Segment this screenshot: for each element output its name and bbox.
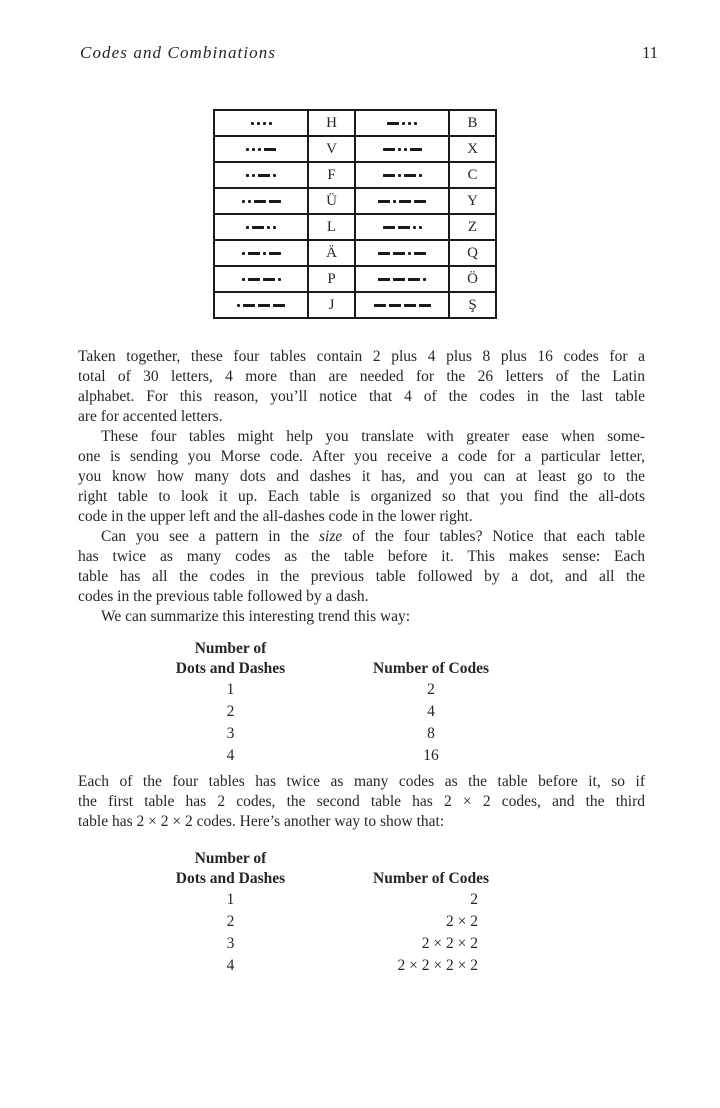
summary-header-row-1 [78,639,645,658]
col2-header: Number of Codes [373,870,489,887]
morse-dash-icon [414,200,426,203]
summary-row [78,955,645,977]
text-line: table has all the codes in the previous table followed by a dot, and all the [78,568,645,585]
morse-letter-cell: J [308,292,355,318]
text-line: codes in the previous table followed by a dash. [78,588,369,605]
text-line: total of 30 letters, 4 more than are needed for the 26 letters of the Latin [78,368,645,385]
morse-dot-icon [408,122,411,125]
morse-code-cell [214,110,308,136]
morse-dot-icon [404,148,407,151]
morse-dot-icon [398,174,401,177]
summary-row [78,701,645,723]
morse-dash-icon [399,200,411,203]
morse-letter-cell: C [449,162,496,188]
morse-dash-icon [258,174,270,177]
morse-dash-icon [414,252,426,255]
text-line: These four tables might help you translate with greater ease when some- [101,428,645,445]
morse-dash-icon [383,148,395,151]
text-line: table has 2 × 2 × 2 codes. Here’s another way to show that: [78,813,445,830]
morse-letter-cell: Y [449,188,496,214]
summary-row [78,933,645,955]
morse-dot-icon [273,174,276,177]
morse-dot-icon [237,304,240,307]
codes-count: 2 [427,681,435,698]
morse-letter-cell: B [449,110,496,136]
summary-row [78,679,645,701]
morse-letter-cell: V [308,136,355,162]
morse-dash-icon [383,174,395,177]
dots-dashes-count: 1 [226,891,235,908]
morse-code-cell [214,162,308,188]
codes-count: 16 [423,747,439,764]
morse-dot-icon [419,226,422,229]
morse-dot-icon [263,122,266,125]
morse-letter-cell: L [308,214,355,240]
dots-dashes-count: 3 [226,725,235,742]
morse-dash-icon [264,148,276,151]
morse-letter-cell: H [308,110,355,136]
summary-header-row-2 [78,658,645,679]
morse-dash-icon [387,122,399,125]
col2-header: Number of Codes [373,660,489,677]
morse-dash-icon [273,304,285,307]
morse-code-cell [214,240,308,266]
running-header-title: Codes and Combinations [80,43,277,62]
morse-letter-cell: Ü [308,188,355,214]
text-line: one is sending you Morse code. After you receive a code for a particular letter, [78,448,645,465]
morse-dot-icon [252,148,255,151]
text-line: Taken together, these four tables contain 2 plus 4 plus 8 plus 16 codes for a [78,348,645,365]
morse-table-row [214,266,496,292]
morse-dot-icon [398,148,401,151]
dots-dashes-count: 2 [226,703,235,720]
morse-dot-icon [242,252,245,255]
morse-dot-icon [258,148,261,151]
summary-header-row-2 [78,868,645,889]
morse-dot-icon [246,174,249,177]
dots-dashes-count: 4 [226,957,235,974]
text-segment: of the four tables? Notice that each table [342,528,645,545]
morse-dot-icon [252,174,255,177]
morse-letter-cell: Ö [449,266,496,292]
morse-letter-cell: F [308,162,355,188]
morse-dash-icon [243,304,255,307]
morse-dot-icon [278,278,281,281]
col1-header-line1: Number of [194,640,267,657]
codes-count: 2 [470,891,478,908]
morse-dot-icon [257,122,260,125]
morse-dot-icon [263,252,266,255]
morse-code-cell [355,162,449,188]
morse-dot-icon [267,226,270,229]
morse-dot-icon [414,122,417,125]
morse-table-row [214,240,496,266]
morse-table-row [214,162,496,188]
morse-dot-icon [242,278,245,281]
morse-code-cell [355,240,449,266]
morse-table-row [214,292,496,318]
morse-code-cell [355,266,449,292]
morse-dash-icon [269,252,281,255]
body-text-block [78,347,645,627]
morse-table-body [214,110,496,318]
morse-code-cell [214,266,308,292]
morse-dot-icon [269,122,272,125]
morse-dash-icon [389,304,401,307]
text-line: code in the upper left and the all-dashes code in the lower right. [78,508,473,525]
morse-letter-cell: X [449,136,496,162]
morse-code-table [213,109,497,319]
morse-dot-icon [246,226,249,229]
text-line [78,527,645,547]
summary-row [78,723,645,745]
morse-dot-icon [408,252,411,255]
morse-dash-icon [252,226,264,229]
codes-count: 2 × 2 × 2 [421,935,478,952]
morse-letter-cell: Ş [449,292,496,318]
morse-code-cell [355,136,449,162]
morse-dash-icon [393,252,405,255]
text-line: We can summarize this interesting trend this way: [101,608,411,625]
morse-dash-icon [269,200,281,203]
morse-letter-cell: P [308,266,355,292]
morse-code-cell [355,214,449,240]
morse-dash-icon [398,226,410,229]
morse-dot-icon [402,122,405,125]
summary-row [78,889,645,911]
morse-dot-icon [251,122,254,125]
text-segment: Can you see a pattern in the [101,528,320,545]
morse-dash-icon [374,304,386,307]
summary-row [78,745,645,767]
codes-count: 8 [427,725,435,742]
summary-table-doubling [78,639,645,767]
codes-count: 2 × 2 [446,913,478,930]
morse-dot-icon [273,226,276,229]
morse-letter-cell: Q [449,240,496,266]
morse-code-cell [355,292,449,318]
summary-row [78,911,645,933]
morse-dash-icon [254,200,266,203]
text-line: the first table has 2 codes, the second table has 2 × 2 codes, and the third [78,793,645,810]
text-line: right table to look it up. Each table is organized so that you find the all-dots [78,488,645,505]
col1-header-line1: Number of [194,850,267,867]
morse-code-cell [355,110,449,136]
dots-dashes-count: 1 [226,681,235,698]
morse-code-cell [214,188,308,214]
dots-dashes-count: 4 [226,747,235,764]
morse-dot-icon [419,174,422,177]
morse-dot-icon [246,148,249,151]
morse-dash-icon [410,148,422,151]
morse-letter-cell: Ä [308,240,355,266]
text-line: has twice as many codes as the table before it. This makes sense: Each [78,548,645,565]
codes-count: 4 [427,703,435,720]
morse-dash-icon [378,278,390,281]
text-line: are for accented letters. [78,408,223,425]
text-line: you know how many dots and dashes it has, and you can at least go to the [78,468,645,485]
morse-dash-icon [419,304,431,307]
morse-dash-icon [393,278,405,281]
morse-table-row [214,188,496,214]
page-number: 11 [642,43,658,62]
col1-header-line2: Dots and Dashes [175,870,286,887]
morse-table-row [214,214,496,240]
morse-dash-icon [408,278,420,281]
morse-table-row [214,110,496,136]
italic-text: size [319,528,343,545]
morse-code-cell [214,292,308,318]
text-line: alphabet. For this reason, you’ll notice that 4 of the codes in the last table [78,388,645,405]
morse-dash-icon [263,278,275,281]
morse-table-row [214,136,496,162]
codes-count: 2 × 2 × 2 × 2 [397,957,478,974]
summary-table-powers-of-two [78,849,645,977]
morse-dot-icon [242,200,245,203]
morse-dash-icon [248,278,260,281]
morse-code-cell [214,136,308,162]
morse-dash-icon [378,200,390,203]
morse-code-cell [214,214,308,240]
morse-dot-icon [423,278,426,281]
morse-dash-icon [378,252,390,255]
closing-text-block [78,772,645,832]
morse-code-cell [355,188,449,214]
col1-header-line2: Dots and Dashes [175,660,286,677]
morse-letter-cell: Z [449,214,496,240]
morse-dot-icon [393,200,396,203]
morse-dash-icon [383,226,395,229]
morse-dot-icon [413,226,416,229]
summary-header-row-1 [78,849,645,868]
morse-dash-icon [248,252,260,255]
morse-dash-icon [404,174,416,177]
morse-dot-icon [248,200,251,203]
morse-dash-icon [404,304,416,307]
dots-dashes-count: 2 [226,913,235,930]
morse-dash-icon [258,304,270,307]
dots-dashes-count: 3 [226,935,235,952]
text-line: Each of the four tables has twice as many codes as the table before it, so if [78,773,645,790]
